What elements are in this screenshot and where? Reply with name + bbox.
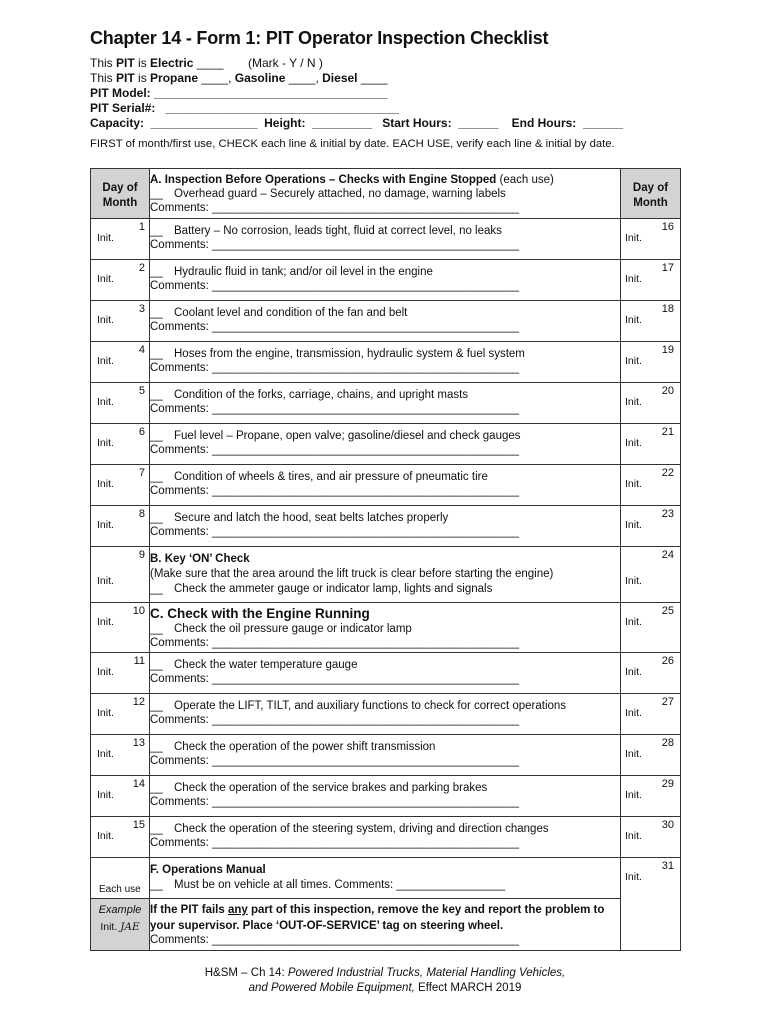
day-cell[interactable]: 22 Init. [621,465,681,506]
checklist-row: 11 Init. __ Check the water temperature gauge Comments: ________________________________________________ 26 Init. [91,653,681,694]
instructions: FIRST of month/first use, CHECK each line & initial by date. EACH USE, verify each line & initial by date. [90,138,615,150]
comments-field[interactable]: Comments: ________________________________________________ [150,403,519,415]
checklist-row: 6 Init. __ Fuel level – Propane, open valve; gasoline/diesel and check gauges Comments: ________________________________________________ 21 Init. [91,424,681,465]
section-f-row: Each use F. Operations Manual __ Must be on vehicle at all times. Comments: _________________ 31 Init. [91,858,681,899]
day-cell[interactable]: 29 Init. [621,776,681,817]
comments-field[interactable]: Comments: ________________________________________________ [150,485,519,497]
day-cell[interactable]: 10 Init. [91,603,150,653]
checklist-row: 2 Init. __ Hydraulic fluid in tank; and/or oil level in the engine Comments: ________________________________________________ 17 Init. [91,260,681,301]
checklist-row: 14 Init. __ Check the operation of the service brakes and parking brakes Comments: ________________________________________________ 29 Init. [91,776,681,817]
section-a-header: A. Inspection Before Operations – Checks with Engine Stopped (each use) __ Overhead guard – Securely attached, no damage, warning labels Comments: ________________________________________________ [150,169,621,219]
checkbox[interactable]: __ [150,188,163,200]
day-cell[interactable]: 11 Init. [91,653,150,694]
checklist-row: 7 Init. __ Condition of wheels & tires, and air pressure of pneumatic tire Comments: ________________________________________________ 22 Init. [91,465,681,506]
day-cell[interactable]: 2 Init. [91,260,150,301]
each-use-cell: Each use [91,858,150,899]
comments-field[interactable]: Comments: ________________________________________________ [150,755,519,767]
checkbox[interactable]: __ [150,623,163,635]
section-b-note: (Make sure that the area around the lift truck is clear before starting the engine) [150,568,554,580]
day-cell[interactable]: 27 Init. [621,694,681,735]
checkbox[interactable]: __ [150,700,163,712]
example-cell [91,899,150,951]
day-cell[interactable]: 24 Init. [621,547,681,603]
comments-field[interactable]: Comments: ________________________________________________ [150,444,519,456]
day-cell[interactable]: 20 Init. [621,383,681,424]
checkbox[interactable]: __ [150,430,163,442]
day-cell[interactable]: 7 Init. [91,465,150,506]
power-type-electric-line: This PIT is Electric ____ (Mark - Y / N ) [90,56,323,70]
checklist-row: 13 Init. __ Check the operation of the power shift transmission Comments: ________________________________________________ 28 Init. [91,735,681,776]
day-cell[interactable]: 23 Init. [621,506,681,547]
comments-field[interactable]: Comments: ________________________________________________ [150,362,519,374]
day-cell[interactable]: 3 Init. [91,301,150,342]
start-hours-field[interactable]: Start Hours: ______ [382,116,499,130]
day-cell[interactable]: 17 Init. [621,260,681,301]
day-cell[interactable]: 18 Init. [621,301,681,342]
checklist-row: 10 Init. C. Check with the Engine Running __ Check the oil pressure gauge or indicator lamp Comments: ________________________________________________ 25 Init. [91,603,681,653]
capacity-hours-line [90,116,623,131]
comments-field[interactable]: Comments: ________________________________________________ [150,714,519,726]
day-cell[interactable]: 13 Init. [91,735,150,776]
checkbox[interactable]: __ [150,659,163,671]
checkbox[interactable]: __ [150,225,163,237]
checklist-table [90,168,681,951]
power-type-fuel-line: This PIT is Propane ____, Gasoline ____, Diesel ____ [90,71,388,85]
checklist-row: 3 Init. __ Coolant level and condition of the fan and belt Comments: ________________________________________________ 18 Init. [91,301,681,342]
section-c-title: C. Check with the Engine Running [150,606,370,621]
checkbox[interactable]: __ [150,471,163,483]
checklist-row: 15 Init. __ Check the operation of the steering system, driving and direction changes Comments: ________________________________________________ 30 Init. [91,817,681,858]
checklist-row: 12 Init. __ Operate the LIFT, TILT, and auxiliary functions to check for correct operations Comments: ________________________________________________ 27 Init. [91,694,681,735]
comments-field[interactable]: Comments: ________________________________________________ [150,796,519,808]
day-of-month-header-left: Day of Month [91,169,150,219]
comments-field[interactable]: Comments: ________________________________________________ [150,934,519,946]
checkbox[interactable]: __ [150,741,163,753]
checkbox[interactable]: __ [150,307,163,319]
day-cell[interactable]: 8 Init. [91,506,150,547]
day-of-month-header-right: Day of Month [621,169,681,219]
warning-text: If the PIT fails any part of this inspection, remove the key and report the problem to your supervisor. Place ‘OUT-OF-SERVICE’ tag on steering wheel. [150,904,605,932]
day-cell[interactable]: 4 Init. [91,342,150,383]
day-cell[interactable]: 28 Init. [621,735,681,776]
comments-field[interactable]: Comments: ________________________________________________ [150,526,519,538]
day-cell[interactable]: 19 Init. [621,342,681,383]
day-cell[interactable]: 21 Init. [621,424,681,465]
day-cell[interactable]: 14 Init. [91,776,150,817]
comments-field[interactable]: Comments: ________________________________________________ [150,239,519,251]
comments-field[interactable]: Comments: ________________________________________________ [150,321,519,333]
day-cell[interactable]: 15 Init. [91,817,150,858]
example-label: Example [98,904,142,916]
comments-field[interactable]: Comments: ________________________________________________ [150,202,519,214]
footer: H&SM – Ch 14: Powered Industrial Trucks, Material Handling Vehicles, and Powered Mobile Equipment, Effect MARCH 2019 [204,967,566,994]
checkbox[interactable]: __ [150,389,163,401]
section-b-title: B. Key ‘ON’ Check [150,553,250,565]
pit-model-field[interactable]: PIT Model: ___________________________________ [90,86,388,100]
height-field[interactable]: Height: _________ [264,116,373,130]
comments-field[interactable]: Comments: ________________________________________________ [150,637,519,649]
checklist-row: 4 Init. __ Hoses from the engine, transmission, hydraulic system & fuel system Comments: ________________________________________________ 19 Init. [91,342,681,383]
day-cell[interactable]: 26 Init. [621,653,681,694]
comments-field[interactable]: Comments: ________________________________________________ [150,837,519,849]
comments-field[interactable]: Comments: ________________________________________________ [150,280,519,292]
section-b-row: 9 Init. B. Key ‘ON’ Check (Make sure that the area around the lift truck is clear before starting the engine) __ Check the ammeter gauge or indicator lamp, lights and signals 24 Init. [91,547,681,603]
checklist-row: 8 Init. __ Secure and latch the hood, seat belts latches properly Comments: ________________________________________________ 23 Init. [91,506,681,547]
capacity-field[interactable]: Capacity: ________________ [90,116,258,130]
day-cell[interactable]: 30 Init. [621,817,681,858]
checkbox[interactable]: __ [150,266,163,278]
day-cell[interactable]: 25 Init. [621,603,681,653]
checkbox[interactable]: __ [150,823,163,835]
day-cell[interactable]: 31 Init. [621,858,681,951]
pit-serial-field[interactable]: PIT Serial#: ___________________________________ [90,101,399,115]
section-f-title: F. Operations Manual [150,864,266,876]
end-hours-field[interactable]: End Hours: ______ [511,116,623,130]
checkbox[interactable]: __ [150,583,163,595]
day-cell[interactable]: 6 Init. [91,424,150,465]
day-cell[interactable]: 16 Init. [621,219,681,260]
day-cell[interactable]: 9 Init. [91,547,150,603]
checkbox[interactable]: __ [150,512,163,524]
checkbox[interactable]: __ [150,879,163,891]
example-init: Init. JAE [100,921,140,933]
checkbox[interactable]: __ [150,348,163,360]
comments-field[interactable]: Comments: ________________________________________________ [150,673,519,685]
day-cell[interactable]: 5 Init. [91,383,150,424]
example-initials: JAE [120,921,140,933]
day-cell[interactable]: 1 Init. [91,219,150,260]
checklist-row: 5 Init. __ Condition of the forks, carriage, chains, and upright masts Comments: ________________________________________________ 20 Init. [91,383,681,424]
page-title: Chapter 14 - Form 1: PIT Operator Inspection Checklist [90,28,549,48]
checklist-row: 1 Init. __ Battery – No corrosion, leads tight, fluid at correct level, no leaks Comments: ________________________________________________ 16 Init. [91,219,681,260]
day-cell[interactable]: 12 Init. [91,694,150,735]
checkbox[interactable]: __ [150,782,163,794]
warning-row [91,899,681,951]
